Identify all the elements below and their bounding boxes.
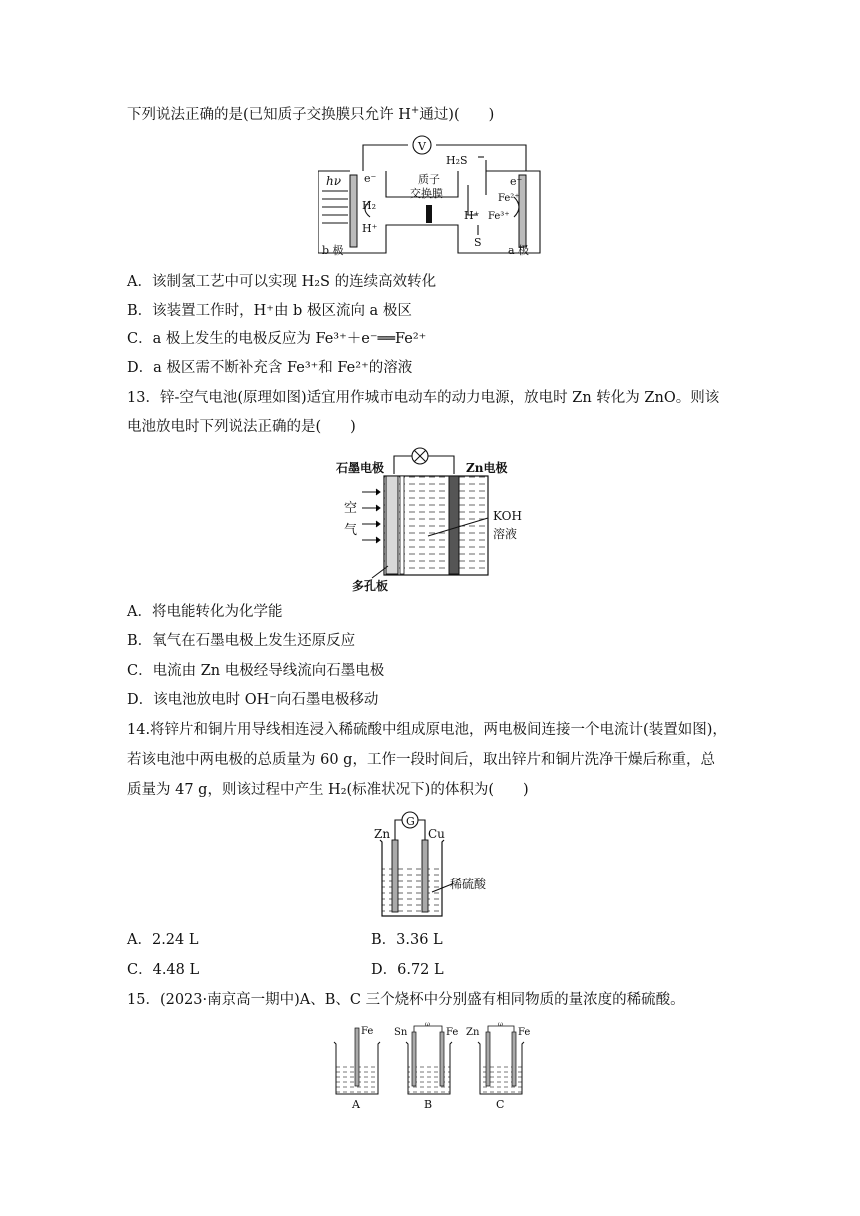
- beaker-b-label: B: [424, 1098, 433, 1111]
- q14-option-a: A．2.24 L: [127, 932, 199, 948]
- solution-label: 溶液: [493, 527, 518, 541]
- sulfur-label: S: [474, 236, 482, 249]
- question-13-line-1: 13．锌-空气电池(原理如图)适宜用作城市电动车的动力电源，放电时 Zn 转化为 ZnO。则该: [127, 390, 720, 406]
- air-label-2: 气: [344, 523, 358, 538]
- figure-zinc-air-battery: [328, 446, 538, 592]
- q12-option-c: C．a 极上发生的电极反应为 Fe³⁺＋e⁻══Fe²⁺: [127, 331, 427, 347]
- cu-label: Cu: [428, 827, 445, 841]
- beaker-c-zn-label: Zn: [466, 1027, 480, 1038]
- q14-option-b: B．3.36 L: [371, 932, 443, 948]
- beaker-b-fe-label: Fe: [446, 1027, 459, 1038]
- electron-right-label: e⁻: [510, 175, 523, 188]
- figure-h2s-cell: [318, 135, 543, 260]
- q14-option-d: D．6.72 L: [371, 962, 444, 978]
- question-15-line-1: 15．(2023·南京高一期中)A、B、C 三个烧杯中分别盛有相同物质的量浓度的稀硫酸。: [127, 992, 685, 1008]
- beaker-c-fe-label: Fe: [518, 1027, 531, 1038]
- beaker-c-bulb: ω: [498, 1021, 503, 1028]
- membrane-label-1: 质子: [418, 173, 440, 186]
- q13-option-d: D．该电池放电时 OH⁻向石墨电极移动: [127, 692, 379, 708]
- figure-zn-cu-cell: [370, 806, 500, 920]
- fe3-label: Fe³⁺: [488, 211, 510, 222]
- q12-option-d: D．a 极区需不断补充含 Fe³⁺和 Fe²⁺的溶液: [127, 360, 413, 376]
- fe2-label: Fe²⁺: [498, 193, 520, 204]
- dilute-sulfuric-acid-label: 稀硫酸: [450, 877, 487, 891]
- question-12-stem: 下列说法正确的是(已知质子交换膜只允许 H+通过)( ): [127, 105, 495, 123]
- zn-label: Zn: [374, 827, 391, 841]
- beaker-a-fe-label: Fe: [361, 1026, 374, 1037]
- q12-option-a: A．该制氢工艺中可以实现 H₂S 的连续高效转化: [127, 274, 437, 290]
- q13-option-b: B．氧气在石墨电极上发生还原反应: [127, 633, 356, 649]
- galvanometer-label: G: [406, 815, 415, 828]
- a-pole-label: a 极: [508, 244, 530, 257]
- beaker-c-label: C: [496, 1098, 505, 1111]
- q13-option-a: A．将电能转化为化学能: [127, 604, 283, 620]
- h2s-label: H₂S: [446, 154, 468, 167]
- zn-electrode-label: Zn电极: [466, 461, 508, 475]
- air-label-1: 空: [344, 501, 358, 516]
- q14-option-c: C．4.48 L: [127, 962, 200, 978]
- question-14-line-1: 14.将锌片和铜片用导线相连浸入稀硫酸中组成原电池，两电极间连接一个电流计(装置如图)，: [127, 722, 727, 738]
- q13-option-c: C．电流由 Zn 电极经导线流向石墨电极: [127, 663, 385, 679]
- voltmeter-label: V: [418, 140, 426, 153]
- graphite-electrode-label: 石墨电极: [336, 461, 385, 475]
- beaker-b-bulb: ω: [425, 1021, 430, 1028]
- beaker-a-label: A: [352, 1098, 360, 1111]
- question-14-line-3: 质量为 47 g，则该过程中产生 H₂(标准状况下)的体积为( ): [127, 782, 529, 798]
- beaker-b-sn-label: Sn: [394, 1027, 408, 1038]
- electron-left-label: e⁻: [364, 172, 377, 185]
- light-label: hν: [326, 174, 342, 188]
- hplus-right-label: H⁺: [464, 209, 480, 222]
- h2-label: H₂: [362, 199, 377, 212]
- question-13-line-2: 电池放电时下列说法正确的是( ): [127, 419, 356, 435]
- porous-plate-label: 多孔板: [352, 579, 389, 592]
- b-pole-label: b 极: [322, 244, 344, 257]
- question-14-line-2: 若该电池中两电极的总质量为 60 g，工作一段时间后，取出锌片和铜片洗净干燥后称重，总: [127, 752, 715, 768]
- q12-option-b: B．该装置工作时，H⁺由 b 极区流向 a 极区: [127, 303, 412, 319]
- membrane-label-2: 交换膜: [410, 187, 443, 200]
- hplus-left-label: H⁺: [362, 222, 378, 235]
- koh-label: KOH: [493, 509, 522, 523]
- figure-three-beakers: [328, 1020, 538, 1112]
